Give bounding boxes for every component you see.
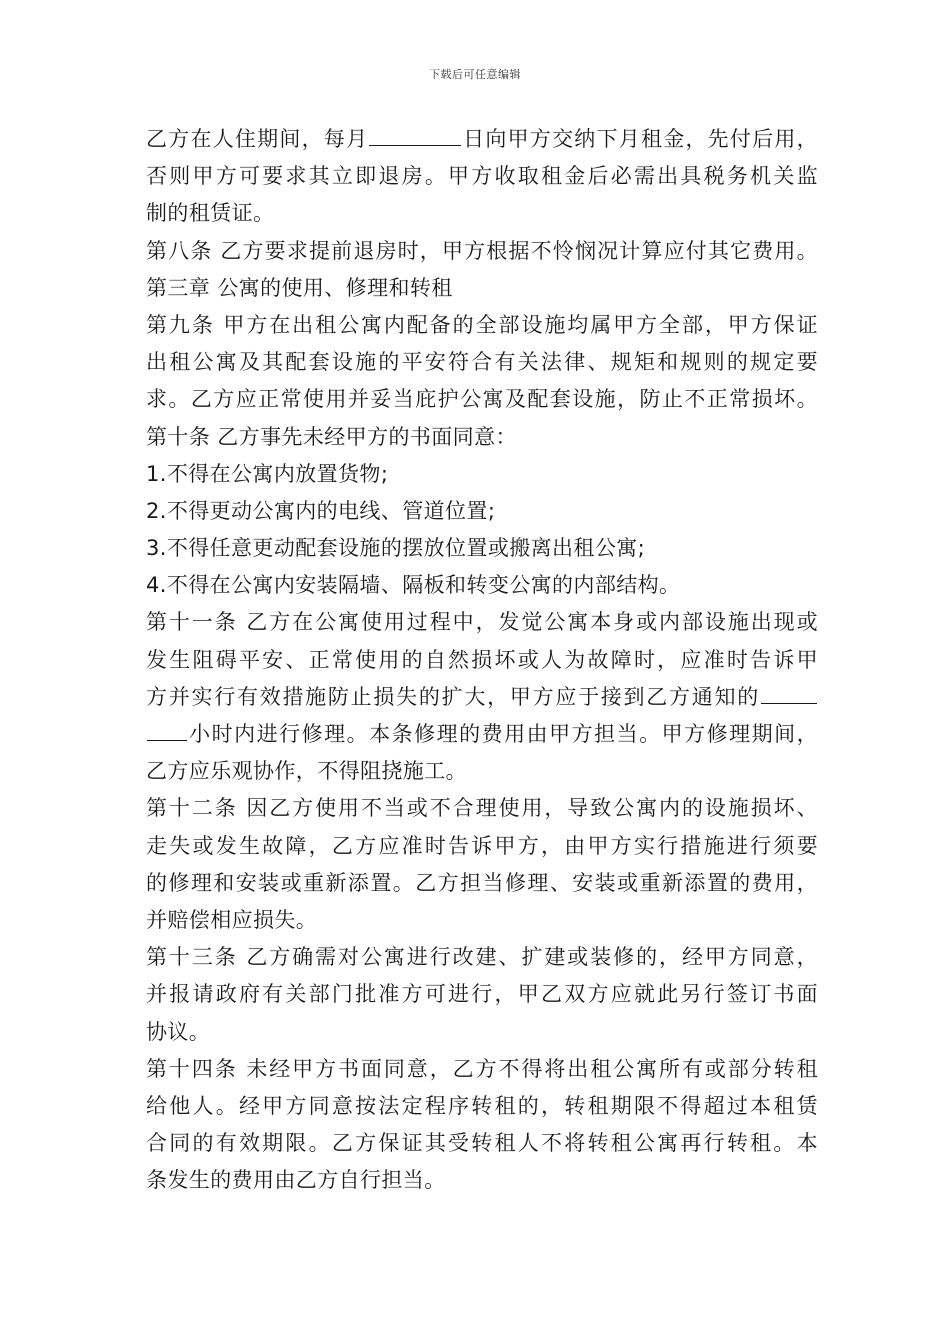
article-11-line-3 <box>146 679 818 716</box>
article-12-line-1: 第十二条 因乙方使用不当或不合理使用，导致公寓内的设施损坏、 <box>146 796 818 821</box>
list-item: 1.不得在公寓内放置货物; <box>146 461 389 486</box>
fill-in-blank <box>147 718 187 741</box>
list-item: 4.不得在公寓内安装隔墙、隔板和转变公寓的内部结构。 <box>146 573 681 598</box>
list-item: 2.不得更动公寓内的电线、管道位置; <box>146 498 496 523</box>
page-header: 下载后可任意编辑 <box>429 68 521 81</box>
article-14-line-2: 给他人。经甲方同意按法定程序转租的，转租期限不得超过本租赁 <box>146 1093 818 1118</box>
article-9-line-2: 出租公寓及其配套设施的平安符合有关法律、规矩和规则的规定要 <box>146 350 818 375</box>
article-11-line-4 <box>146 716 818 753</box>
article-10: 第十条 乙方事先未经甲方的书面同意： <box>146 424 517 449</box>
article-14-line-1: 第十四条 未经甲方书面同意，乙方不得将出租公寓所有或部分转租 <box>146 1056 818 1081</box>
text-segment: 乙方在人住期间，每月 <box>146 127 369 151</box>
paragraph-rent-payment-line-2: 否则甲方可要求其立即退房。甲方收取租金后必需出具税务机关监 <box>146 164 818 189</box>
article-11-line-5: 乙方应乐观协作，不得阻挠施工。 <box>146 759 467 784</box>
article-14-line-3: 合同的有效期限。乙方保证其受转租人不将转租公寓再行转租。本 <box>146 1131 818 1156</box>
article-12-line-2: 走失或发生故障，乙方应准时告诉甲方，由甲方实行措施进行须要 <box>146 833 818 858</box>
document-body <box>146 121 818 1199</box>
text-segment: 方并实行有效措施防止损失的扩大，甲方应于接到乙方通知的 <box>146 684 760 709</box>
article-11-line-1: 第十一条 乙方在公寓使用过程中，发觉公寓本身或内部设施出现或 <box>146 610 818 635</box>
article-9-line-1: 第九条 甲方在出租公寓内配备的全部设施均属甲方全部，甲方保证 <box>146 312 818 337</box>
paragraph-rent-payment-line-1 <box>146 121 818 158</box>
article-12-line-3: 的修理和安装或重新添置。乙方担当修理、安装或重新添置的费用， <box>146 870 818 895</box>
article-11-line-2: 发生阻碍平安、正常使用的自然损坏或人为故障时，应准时告诉甲 <box>146 647 818 672</box>
fill-in-blank <box>369 123 461 146</box>
article-12-line-4: 并赔偿相应损失。 <box>146 907 318 932</box>
article-13-line-1: 第十三条 乙方确需对公寓进行改建、扩建或装修的，经甲方同意， <box>146 945 818 970</box>
fill-in-blank <box>761 681 817 704</box>
article-14-line-4: 条发生的费用由乙方自行担当。 <box>146 1168 446 1193</box>
article-13-line-3: 协议。 <box>146 1019 211 1044</box>
chapter-3-heading: 第三章 公寓的使用、修理和转租 <box>146 275 453 300</box>
paragraph-rent-payment-line-3: 制的租赁证。 <box>146 201 275 226</box>
text-segment: 小时内进行修理。本条修理的费用由甲方担当。甲方修理期间， <box>188 722 818 746</box>
article-9-line-3: 求。乙方应正常使用并妥当庇护公寓及配套设施，防止不正常损坏。 <box>146 387 818 412</box>
text-segment: 日向甲方交纳下月租金，先付后用， <box>462 127 818 151</box>
list-item: 3.不得任意更动配套设施的摆放位置或搬离出租公寓; <box>146 536 646 561</box>
article-13-line-2: 并报请政府有关部门批准方可进行，甲乙双方应就此另行签订书面 <box>146 982 818 1007</box>
article-8: 第八条 乙方要求提前退房时，甲方根据不怜悯况计算应付其它费用。 <box>146 238 818 263</box>
